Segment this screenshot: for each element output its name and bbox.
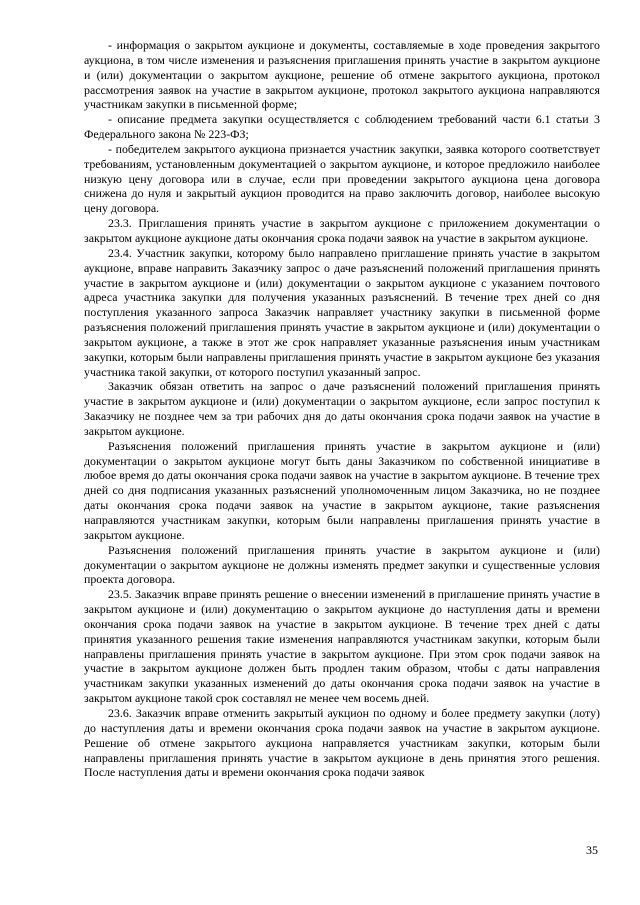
paragraph-23-5: 23.5. Заказчик вправе принять решение о внесении изменений в приглашение принять участие в закрытом аукционе и (или) документацию о закрытом аукционе до наступления даты и времени окончания срока подачи заявок на участие в закрытом аукционе. В течение трех дней с даты принятия указанного решения такие изменения направляются участникам закупки, которым были направлены приглашения принять участие в закрытом аукционе. При этом срок подачи заявок на участие в закрытом аукционе должен быть продлен таким образом, чтобы с даты направления участникам закупки указанных изменений до даты окончания срока подачи заявок на участие в закрытом аукционе такой срок составлял не менее чем восемь дней. [84,587,600,706]
page-body [84,38,600,780]
paragraph-23-6: 23.6. Заказчик вправе отменить закрытый аукцион по одному и более предмету закупки (лоту) до наступления даты и времени окончания срока подачи заявок на участие в закрытом аукционе. Решение об отмене закрытого аукциона направляется участникам закупки, которым были направлены приглашения принять участие в закрытом аукционе в день принятия этого решения. После наступления даты и времени окончания срока подачи заявок [84,705,600,780]
paragraph-customer-obligation: Заказчик обязан ответить на запрос о даче разъяснений положений приглашения принять участие в закрытом аукционе и (или) документации о закрытом аукционе, если запрос поступил к Заказчику не позднее чем за три рабочих дня до даты окончания срока подачи заявок на участие в закрытом аукционе. [84,379,600,438]
paragraph-subject-description: - описание предмета закупки осуществляется с соблюдением требований части 6.1 статьи 3 Федерального закона № 223-ФЗ; [84,112,600,142]
page-number: 35 [586,843,598,857]
paragraph-no-change-subject: Разъяснения положений приглашения принять участие в закрытом аукционе и (или) документации о закрытом аукционе не должны изменять предмет закупки и существенные условия проекта договора. [84,542,600,587]
paragraph-auction-info: - информация о закрытом аукционе и документы, составляемые в ходе проведения закрытого аукциона, в том числе изменения и разъяснения приглашения принять участие в закрытом аукционе и (или) документации о закрытом аукционе, решение об отмене закрытого аукциона, протокол рассмотрения заявок на участие в закрытом аукционе, протокол закрытого аукциона направляются участникам закупки в письменной форме; [84,38,600,112]
paragraph-own-initiative: Разъяснения положений приглашения принять участие в закрытом аукционе и (или) документации о закрытом аукционе могут быть даны Заказчиком по собственной инициативе в любое время до даты окончания срока подачи заявок на участие в закрытом аукционе. В течение трех дней со дня подписания указанных разъяснений уполномоченным лицом Заказчика, но не позднее даты окончания срока подачи заявок на участие в закрытом аукционе, такие разъяснения направляются участникам закупки, которым были направлены приглашения принять участие в закрытом аукционе. [84,438,600,542]
paragraph-23-4: 23.4. Участник закупки, которому было направлено приглашение принять участие в закрытом аукционе, вправе направить Заказчику запрос о даче разъяснений положений приглашения принять участие в закрытом аукционе и (или) документации о закрытом аукционе с указанием почтового адреса участника закупки для получения указанных разъяснений. В течение трех дней со дня поступления указанного запроса Заказчик направляет участнику закупки в письменной форме разъяснения положений приглашения принять участие в закрытом аукционе и (или) документации о закрытом аукционе, а также в этот же срок направляет указанные разъяснения иным участникам закупки, которым были направлены приглашения принять участие в закрытом аукционе без указания участника такой закупки, от которого поступил указанный запрос. [84,245,600,379]
paragraph-23-3: 23.3. Приглашения принять участие в закрытом аукционе с приложением документации о закрытом аукционе аукционе даты окончания срока подачи заявок на участие в закрытом аукционе. [84,216,600,245]
paragraph-winner: - победителем закрытого аукциона признается участник закупки, заявка которого соответствует требованиям, установленным документацией о закрытом аукционе, и которое предложило наиболее низкую цену договора или в случае, если при проведении закрытого аукциона цена договора снижена до нуля и закрытый аукцион проводится на право заключить договор, наиболее высокую цену договора. [84,141,600,216]
